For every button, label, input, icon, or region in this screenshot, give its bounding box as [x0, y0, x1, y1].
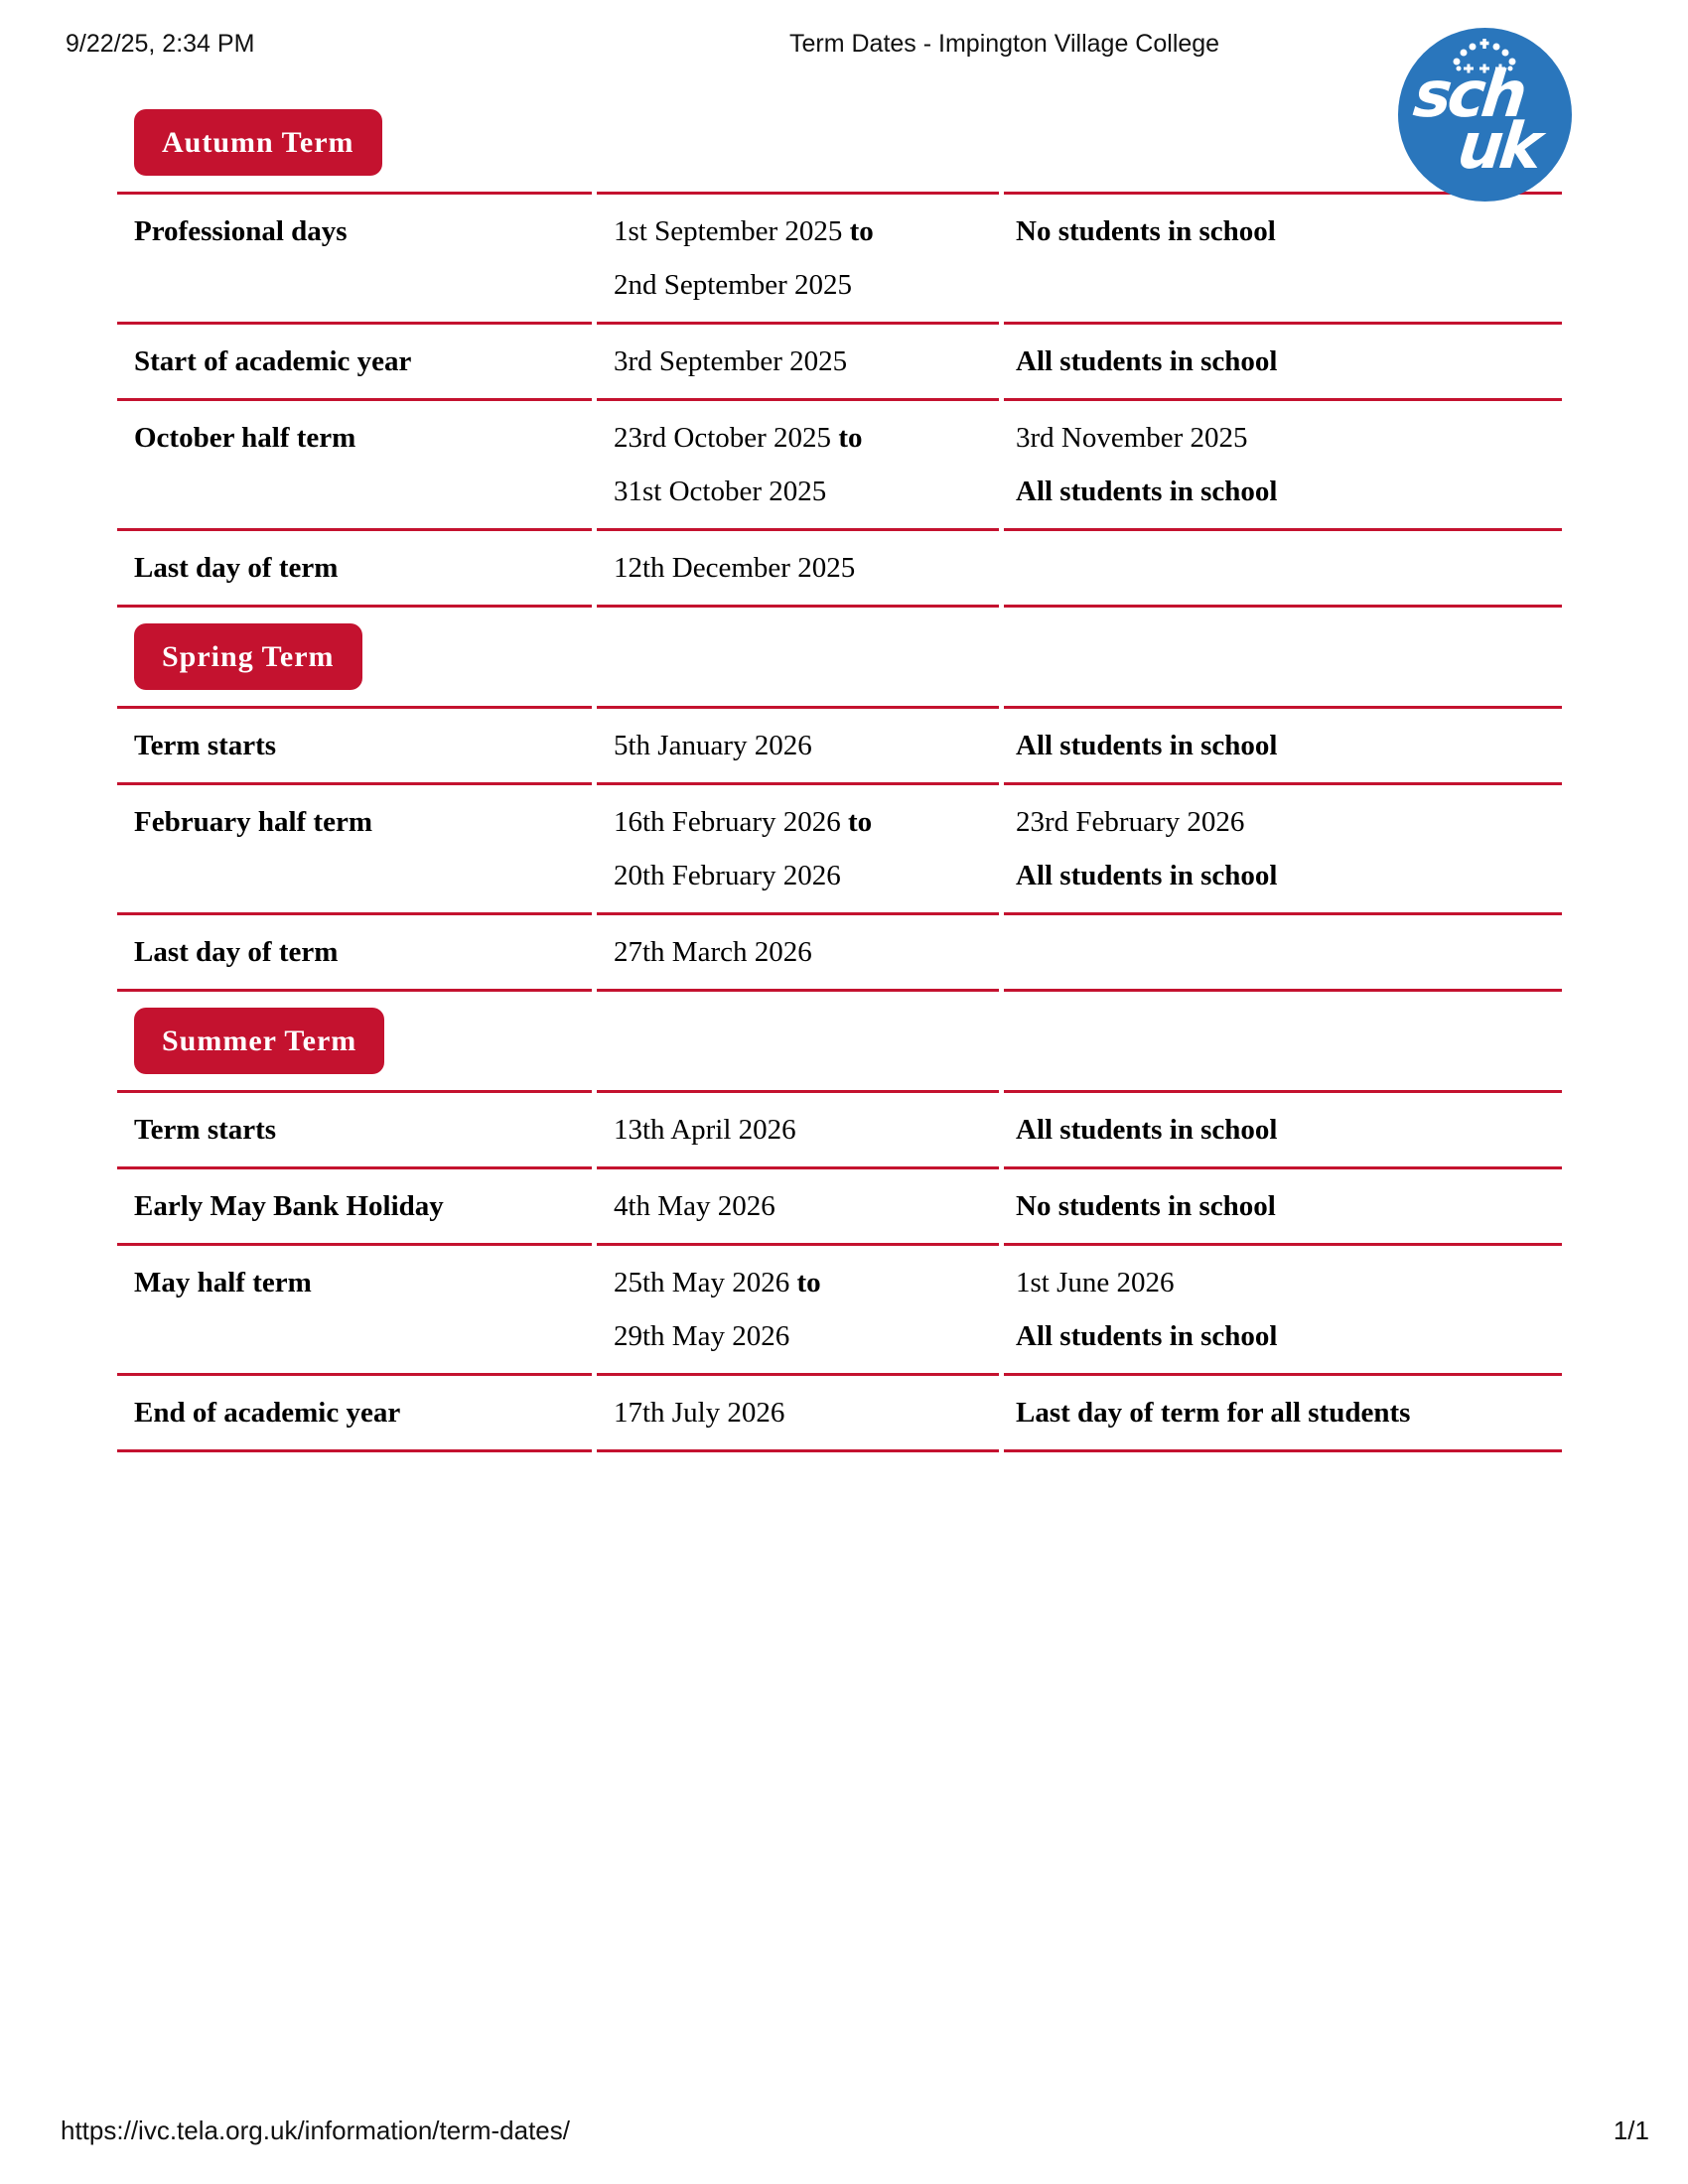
cell-line	[614, 541, 999, 595]
cell-line	[614, 411, 999, 465]
event-label: February half term	[134, 806, 372, 838]
event-dates-cell	[597, 785, 999, 915]
print-footer-url: https://ivc.tela.org.uk/information/term-dates/	[61, 2116, 570, 2145]
event-label: Last day of term	[134, 552, 339, 584]
section-row-summer	[117, 992, 1562, 1093]
table-row	[117, 709, 1562, 785]
event-label-cell	[117, 1093, 592, 1169]
event-status-cell	[1004, 785, 1562, 915]
text-segment: 3rd September 2025	[614, 345, 848, 377]
text-segment: 27th March 2026	[614, 936, 812, 968]
cell-line	[614, 465, 999, 518]
cell-line	[614, 795, 999, 849]
event-label-cell	[117, 325, 592, 401]
cell-line	[614, 1179, 999, 1233]
event-label: End of academic year	[134, 1397, 401, 1429]
text-segment: to	[796, 1267, 821, 1298]
cell-line	[1016, 205, 1562, 258]
text-segment: All students in school	[1016, 730, 1278, 761]
text-segment: 16th February 2026	[614, 806, 848, 838]
section-row-autumn	[117, 93, 1562, 195]
table-row	[117, 1246, 1562, 1376]
badge-cell	[117, 992, 592, 1093]
spacer-cell	[597, 93, 999, 195]
cell-line	[614, 719, 999, 772]
event-status-cell	[1004, 325, 1562, 401]
event-dates-cell	[597, 1246, 999, 1376]
event-status-cell	[1004, 401, 1562, 531]
text-segment: 13th April 2026	[614, 1114, 796, 1146]
event-dates-cell	[597, 1093, 999, 1169]
cell-line	[614, 1386, 999, 1439]
event-dates-cell	[597, 195, 999, 325]
event-label-cell	[117, 195, 592, 325]
event-label: Term starts	[134, 730, 277, 761]
text-segment: 12th December 2025	[614, 552, 856, 584]
text-segment: 20th February 2026	[614, 860, 841, 891]
term-badge-spring: Spring Term	[134, 623, 362, 690]
cell-line	[614, 925, 999, 979]
event-status-cell	[1004, 1169, 1562, 1246]
text-segment: 1st June 2026	[1016, 1267, 1175, 1298]
logo-wordmark	[1389, 28, 1581, 202]
spacer-cell	[597, 608, 999, 709]
event-label: Start of academic year	[134, 345, 412, 377]
logo-text-uk: uk	[1454, 110, 1542, 184]
event-label: Last day of term	[134, 936, 339, 968]
text-segment: 23rd October 2025	[614, 422, 839, 454]
text-segment: 25th May 2026	[614, 1267, 797, 1298]
cell-line	[614, 849, 999, 902]
spacer-cell	[1004, 608, 1562, 709]
cell-line	[1016, 411, 1562, 465]
text-segment: All students in school	[1016, 1320, 1278, 1352]
table-row	[117, 785, 1562, 915]
text-segment: 5th January 2026	[614, 730, 812, 761]
text-segment: to	[849, 215, 874, 247]
text-segment: to	[838, 422, 863, 454]
text-segment: No students in school	[1016, 215, 1276, 247]
cell-line	[1016, 335, 1562, 388]
event-label: October half term	[134, 422, 356, 454]
print-header-title: Term Dates - Impington Village College	[789, 30, 1220, 58]
badge-cell	[117, 93, 592, 195]
event-status-cell	[1004, 915, 1562, 992]
table-row	[117, 325, 1562, 401]
event-dates-cell	[597, 915, 999, 992]
event-status-cell	[1004, 1093, 1562, 1169]
event-label-cell	[117, 785, 592, 915]
text-segment: 4th May 2026	[614, 1190, 775, 1222]
cell-line	[1016, 1256, 1562, 1309]
event-status-cell	[1004, 1246, 1562, 1376]
table-row	[117, 195, 1562, 325]
event-status-cell	[1004, 531, 1562, 608]
event-label: Term starts	[134, 1114, 277, 1146]
table-row	[117, 915, 1562, 992]
cell-line	[1016, 795, 1562, 849]
event-dates-cell	[597, 401, 999, 531]
table-row	[117, 1376, 1562, 1452]
text-segment: Last day of term for all students	[1016, 1397, 1411, 1429]
text-segment: 29th May 2026	[614, 1320, 790, 1352]
text-segment: 2nd September 2025	[614, 269, 853, 301]
spacer-cell	[1004, 992, 1562, 1093]
event-dates-cell	[597, 531, 999, 608]
term-dates-table	[112, 93, 1567, 1452]
cell-line	[614, 205, 999, 258]
event-label-cell	[117, 1246, 592, 1376]
event-label: Professional days	[134, 215, 348, 247]
table-row	[117, 531, 1562, 608]
text-segment: All students in school	[1016, 860, 1278, 891]
event-label-cell	[117, 1169, 592, 1246]
cell-line	[1016, 1309, 1562, 1363]
logo-text-sch: sch	[1410, 59, 1527, 132]
event-dates-cell	[597, 1376, 999, 1452]
spacer-cell	[597, 992, 999, 1093]
cell-line	[1016, 719, 1562, 772]
cell-line	[614, 1103, 999, 1157]
text-segment: All students in school	[1016, 1114, 1278, 1146]
text-segment: to	[848, 806, 873, 838]
event-label-cell	[117, 401, 592, 531]
cell-line	[614, 335, 999, 388]
text-segment: No students in school	[1016, 1190, 1276, 1222]
cell-line	[614, 258, 999, 312]
table-row	[117, 401, 1562, 531]
table-row	[117, 1093, 1562, 1169]
print-header-datetime: 9/22/25, 2:34 PM	[66, 30, 255, 58]
text-segment: 3rd November 2025	[1016, 422, 1248, 454]
term-badge-autumn: Autumn Term	[134, 109, 382, 176]
event-status-cell	[1004, 1376, 1562, 1452]
text-segment: 31st October 2025	[614, 476, 827, 507]
schudio-logo	[1398, 28, 1572, 202]
text-segment: 23rd February 2026	[1016, 806, 1245, 838]
event-label-cell	[117, 709, 592, 785]
event-label-cell	[117, 915, 592, 992]
text-segment: All students in school	[1016, 345, 1278, 377]
cell-line	[1016, 849, 1562, 902]
event-dates-cell	[597, 709, 999, 785]
event-label: May half term	[134, 1267, 312, 1298]
event-dates-cell	[597, 1169, 999, 1246]
text-segment: 1st September 2025	[614, 215, 850, 247]
text-segment: 17th July 2026	[614, 1397, 785, 1429]
term-badge-summer: Summer Term	[134, 1008, 384, 1074]
cell-line	[1016, 465, 1562, 518]
badge-cell	[117, 608, 592, 709]
event-label-cell	[117, 1376, 592, 1452]
print-footer-page-number: 1/1	[1613, 2116, 1649, 2145]
cell-line	[614, 1256, 999, 1309]
cell-line	[614, 1309, 999, 1363]
event-status-cell	[1004, 195, 1562, 325]
section-row-spring	[117, 608, 1562, 709]
table-row	[117, 1169, 1562, 1246]
cell-line	[1016, 1386, 1562, 1439]
cell-line	[1016, 1103, 1562, 1157]
event-status-cell	[1004, 709, 1562, 785]
event-label-cell	[117, 531, 592, 608]
text-segment: All students in school	[1016, 476, 1278, 507]
event-dates-cell	[597, 325, 999, 401]
event-label: Early May Bank Holiday	[134, 1190, 444, 1222]
cell-line	[1016, 1179, 1562, 1233]
